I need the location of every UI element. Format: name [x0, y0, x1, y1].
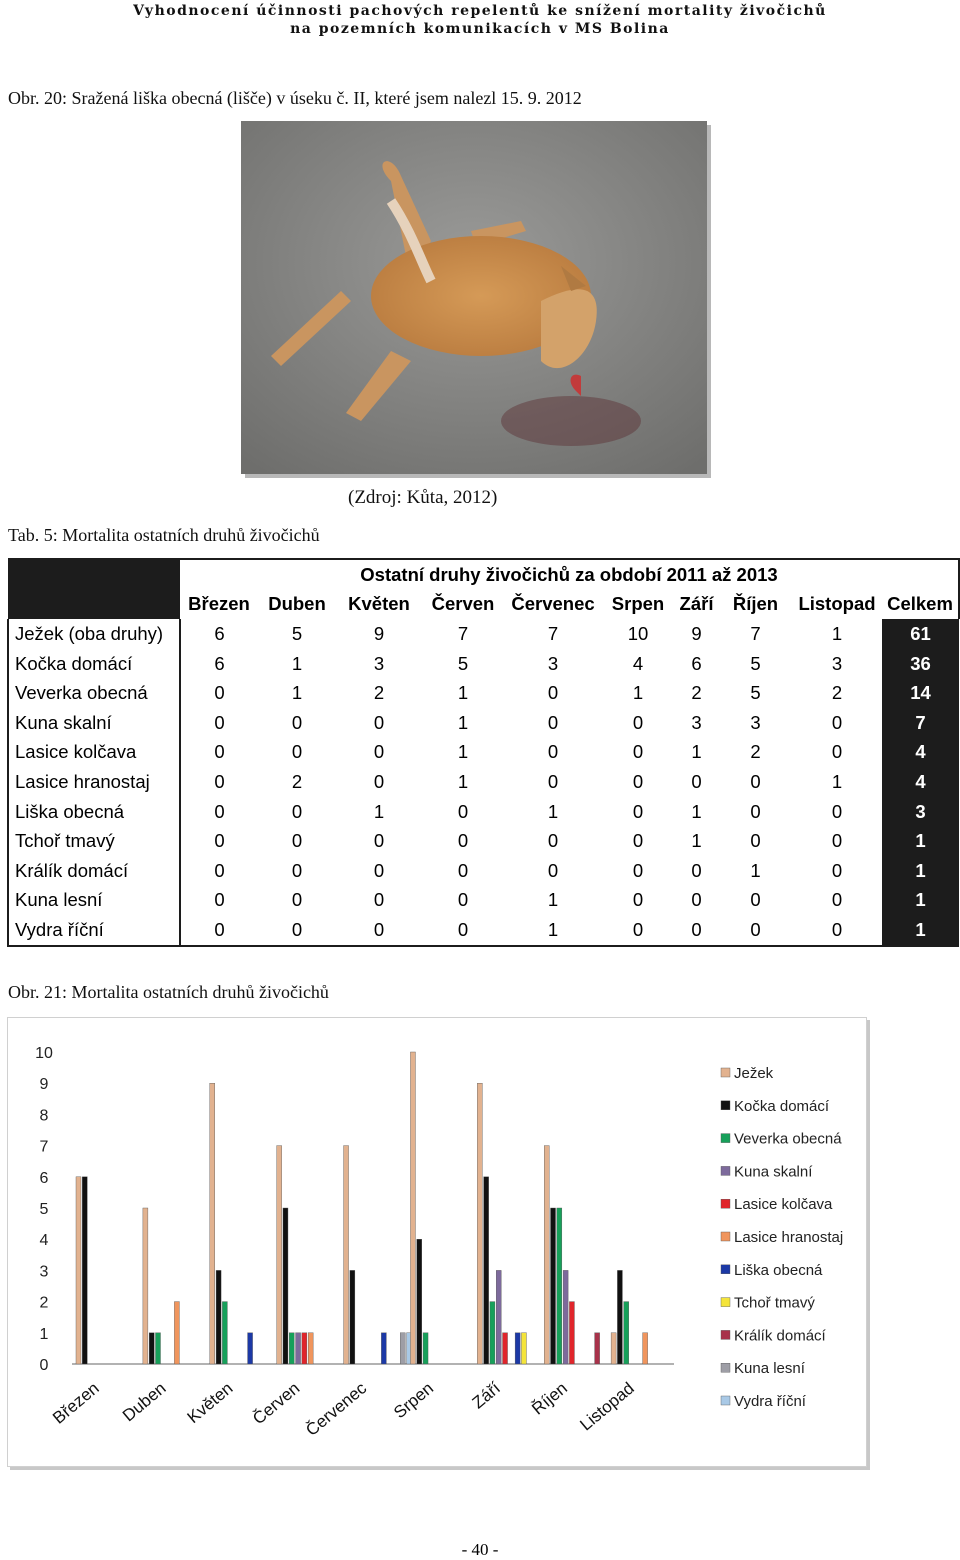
table-cell: 1 [632, 682, 644, 704]
legend-label: Ježek [734, 1065, 774, 1082]
table-corner [8, 559, 180, 590]
table-cell: 0 [214, 682, 225, 704]
table-cell: 0 [632, 711, 644, 733]
legend-swatch [721, 1134, 730, 1143]
table-cell: 0 [457, 800, 469, 822]
table-cell: 3 [373, 652, 385, 674]
legend-label: Kočka domácí [734, 1097, 830, 1115]
bar [381, 1333, 386, 1364]
bar [544, 1146, 549, 1364]
legend-swatch [721, 1396, 730, 1405]
x-tick-label: Září [468, 1378, 504, 1413]
fig21-caption: Obr. 21: Mortalita ostatních druhů živočichů [8, 982, 329, 1002]
bar [551, 1208, 556, 1364]
bar [149, 1333, 154, 1364]
legend-swatch [721, 1232, 730, 1241]
x-tick-label: Říjen [528, 1378, 571, 1419]
bar [496, 1270, 501, 1364]
x-tick-label: Červen [249, 1378, 304, 1429]
y-tick-label: 1 [39, 1325, 49, 1343]
bar [289, 1333, 294, 1364]
legend-label: Tchoř tmavý [734, 1294, 815, 1312]
table-cell: 1 [457, 711, 469, 733]
bar [595, 1333, 600, 1364]
bar [515, 1333, 520, 1364]
table-cell: 9 [373, 622, 385, 644]
y-tick-label: 0 [39, 1357, 49, 1374]
table-row [8, 678, 959, 708]
table-cell: 0 [547, 682, 559, 704]
table-cell: 0 [291, 741, 303, 763]
table-cell: 0 [214, 741, 225, 763]
y-tick-label: 2 [39, 1294, 49, 1312]
bar [210, 1083, 215, 1364]
table-cell: 3 [831, 652, 843, 674]
total-cell: 1 [882, 826, 959, 856]
table-cell: 0 [831, 889, 843, 911]
legend-swatch [721, 1068, 730, 1077]
table-cell: 3 [750, 711, 761, 733]
table-cell: 0 [291, 711, 303, 733]
table-cell: 3 [547, 652, 559, 674]
table-cell: 0 [258, 915, 336, 946]
table-cell: 2 [291, 770, 303, 792]
table-cell: 0 [547, 711, 559, 733]
row-label: Lasice kolčava [8, 738, 180, 768]
table-cell: 4 [632, 652, 644, 674]
legend-label: Lasice kolčava [734, 1196, 833, 1214]
table-cell: 1 [457, 741, 469, 763]
table-row [8, 649, 959, 679]
legend-swatch [721, 1330, 730, 1339]
bar [410, 1052, 415, 1364]
table-corner [8, 590, 180, 620]
column-header: Červen [431, 593, 495, 615]
total-cell: 7 [882, 708, 959, 738]
fox-photo [241, 121, 707, 474]
chart-canvas [8, 1018, 866, 1466]
table-cell: 0 [750, 800, 761, 822]
table-cell: 0 [547, 859, 559, 881]
table-cell: 7 [750, 622, 761, 644]
bar [155, 1333, 160, 1364]
column-header: Srpen [611, 593, 665, 615]
x-tick-label: Srpen [390, 1378, 438, 1423]
bar [277, 1146, 282, 1364]
x-tick-label: Květen [183, 1378, 237, 1428]
row-label: Liška obecná [8, 797, 180, 827]
table-cell: 1 [291, 682, 303, 704]
table-cell: 1 [457, 682, 469, 704]
column-header: Červenec [511, 593, 595, 615]
table-cell: 0 [180, 915, 258, 946]
y-tick-label: 5 [39, 1201, 49, 1218]
bar [643, 1333, 648, 1364]
table-cell: 2 [831, 682, 843, 704]
table-cell: 0 [291, 889, 303, 911]
legend-swatch [721, 1101, 730, 1110]
row-label: Kočka domácí [8, 649, 180, 679]
bar [423, 1333, 428, 1364]
table-row [8, 708, 959, 738]
total-cell: 61 [882, 619, 959, 649]
table-cell: 1 [750, 859, 761, 881]
table-cell: 0 [457, 830, 469, 852]
table-cell: 0 [691, 889, 702, 911]
table-cell: 0 [831, 711, 843, 733]
y-tick-label: 7 [39, 1138, 49, 1156]
fig20-caption: Obr. 20: Sražená liška obecná (lišče) v úseku č. II, které jsem nalezl 15. 9. 2012 [8, 88, 582, 108]
table-cell: 0 [719, 915, 792, 946]
bar [283, 1208, 288, 1364]
y-tick-label: 10 [35, 1045, 53, 1062]
table-cell: 7 [547, 622, 559, 644]
bar [82, 1177, 87, 1364]
table-cell: 0 [831, 741, 843, 763]
tab5-caption: Tab. 5: Mortalita ostatních druhů živočichů [8, 525, 320, 545]
row-label: Kuna skalní [8, 708, 180, 738]
table-cell: 0 [373, 741, 385, 763]
table-cell: 0 [632, 889, 644, 911]
column-header: Březen [188, 593, 250, 615]
legend-label: Liška obecná [734, 1261, 823, 1279]
table-cell: 0 [373, 889, 385, 911]
bar [417, 1239, 422, 1364]
table-cell: 0 [632, 830, 644, 852]
bar [296, 1333, 301, 1364]
y-tick-label: 3 [39, 1263, 49, 1281]
table-row [8, 619, 959, 649]
bar [174, 1302, 179, 1364]
table-cell: 0 [373, 859, 385, 881]
column-header: Duben [268, 593, 326, 615]
bar [617, 1270, 622, 1364]
table-row [8, 826, 959, 856]
table-cell: 1 [291, 652, 303, 674]
table-cell: 0 [373, 830, 385, 852]
column-header: Listopad [798, 593, 876, 615]
mortality-table [7, 558, 960, 947]
bar [216, 1270, 221, 1364]
table-cell: 1 [831, 622, 843, 644]
total-cell: 3 [882, 797, 959, 827]
table-row [8, 886, 959, 916]
fig20-source: (Zdroj: Kůta, 2012) [348, 487, 498, 508]
mortality-chart [7, 1017, 867, 1467]
table-cell: 0 [422, 915, 504, 946]
total-cell: 1 [882, 915, 959, 946]
y-tick-label: 9 [39, 1076, 49, 1094]
bar [350, 1270, 355, 1364]
table-cell: 5 [750, 682, 761, 704]
table-cell: 5 [457, 652, 469, 674]
bar [557, 1208, 562, 1364]
bar [563, 1270, 568, 1364]
table-cell: 0 [750, 830, 761, 852]
table-cell: 0 [831, 830, 843, 852]
bar [344, 1146, 349, 1364]
table-cell: 5 [291, 622, 303, 644]
table-cell: 0 [750, 770, 761, 792]
table-cell: 10 [627, 622, 649, 644]
table-cell: 0 [632, 741, 644, 763]
table-cell: 0 [691, 770, 702, 792]
y-tick-label: 6 [39, 1169, 49, 1187]
table-row [8, 915, 959, 946]
row-label: Tchoř tmavý [8, 826, 180, 856]
legend-swatch [721, 1166, 730, 1175]
table-cell: 0 [547, 741, 559, 763]
table-title: Ostatní druhy živočichů za období 2011 až 2013 [180, 559, 959, 590]
bar [484, 1177, 489, 1364]
table-cell: 9 [691, 622, 702, 644]
bar [143, 1208, 148, 1364]
row-label: Veverka obecná [8, 678, 180, 708]
bar [222, 1302, 227, 1364]
table-cell: 0 [632, 800, 644, 822]
table-cell: 2 [691, 682, 702, 704]
x-tick-label: Červenec [302, 1378, 371, 1440]
table-cell: 0 [214, 830, 225, 852]
bar [569, 1302, 574, 1364]
column-header: Září [679, 593, 714, 615]
column-header: Květen [348, 593, 410, 615]
total-cell: 4 [882, 767, 959, 797]
table-cell: 1 [547, 800, 559, 822]
total-cell: 14 [882, 678, 959, 708]
table-cell: 0 [336, 915, 422, 946]
table-cell: 0 [291, 800, 303, 822]
legend-label: Kuna skalní [734, 1163, 813, 1181]
bar [76, 1177, 81, 1364]
table-cell: 6 [214, 622, 225, 644]
total-cell: 4 [882, 738, 959, 768]
table-cell: 1 [457, 770, 469, 792]
legend-label: Králík domácí [734, 1327, 826, 1345]
table-cell: 0 [674, 915, 719, 946]
table-row [8, 738, 959, 768]
bar [611, 1333, 616, 1364]
table-cell: 1 [691, 830, 702, 852]
table-cell: 0 [547, 830, 559, 852]
legend-label: Lasice hranostaj [734, 1229, 844, 1246]
row-label: Lasice hranostaj [8, 767, 180, 797]
page-number: - 40 - [461, 1540, 499, 1559]
table-cell: 6 [214, 652, 225, 674]
table-cell: 0 [831, 800, 843, 822]
table-cell: 0 [214, 770, 225, 792]
table-cell: 0 [373, 711, 385, 733]
table-cell: 0 [214, 859, 225, 881]
table-cell: 5 [750, 652, 761, 674]
table-cell: 3 [691, 711, 702, 733]
x-tick-label: Listopad [576, 1378, 638, 1435]
running-header-line2: na pozemních komunikacích v MS Bolina [290, 21, 670, 37]
table-cell: 1 [373, 800, 385, 822]
bar [503, 1333, 508, 1364]
table-cell: 6 [691, 652, 702, 674]
table-row [8, 797, 959, 827]
row-label: Ježek (oba druhy) [8, 619, 180, 649]
legend-swatch [721, 1298, 730, 1307]
table-cell: 0 [457, 889, 469, 911]
table-row [8, 767, 959, 797]
table-cell: 1 [831, 770, 843, 792]
row-label: Vydra říční [8, 915, 180, 946]
table-cell: 0 [691, 859, 702, 881]
bar [477, 1083, 482, 1364]
y-tick-label: 8 [39, 1107, 49, 1125]
table-cell: 0 [291, 859, 303, 881]
bar [400, 1333, 405, 1364]
column-header: Celkem [882, 590, 959, 620]
table-cell: 1 [691, 800, 702, 822]
table-body [8, 619, 959, 946]
row-label: Králík domácí [8, 856, 180, 886]
legend-label: Vydra říční [734, 1393, 806, 1410]
table-cell: 0 [457, 859, 469, 881]
table-cell: 2 [373, 682, 385, 704]
table-cell: 0 [214, 889, 225, 911]
table-cell: 0 [831, 859, 843, 881]
table-cell: 1 [547, 889, 559, 911]
legend-label: Kuna lesní [734, 1360, 805, 1378]
y-tick-label: 4 [39, 1232, 49, 1250]
legend-label: Veverka obecná [734, 1130, 842, 1148]
total-cell: 1 [882, 856, 959, 886]
table-cell: 1 [504, 915, 602, 946]
x-tick-label: Duben [118, 1378, 170, 1426]
table-cell: 0 [373, 770, 385, 792]
table-cell: 0 [547, 770, 559, 792]
table-cell: 0 [602, 915, 674, 946]
fox-photo-drawing [241, 121, 707, 474]
bar [490, 1302, 495, 1364]
table-row [8, 856, 959, 886]
total-cell: 36 [882, 649, 959, 679]
bar [308, 1333, 313, 1364]
total-cell: 1 [882, 886, 959, 916]
bar [624, 1302, 629, 1364]
table-cell: 0 [750, 889, 761, 911]
bar [521, 1333, 526, 1364]
table-cell: 1 [691, 741, 702, 763]
table-cell: 0 [632, 859, 644, 881]
legend-swatch [721, 1265, 730, 1274]
table-cell: 0 [792, 915, 882, 946]
table-cell: 7 [457, 622, 469, 644]
legend-swatch [721, 1199, 730, 1208]
column-header: Říjen [732, 593, 779, 615]
bar [302, 1333, 307, 1364]
row-label: Kuna lesní [8, 886, 180, 916]
running-header-line1: Vyhodnocení účinnosti pachových repelentů ke snížení mortality živočichů [133, 3, 827, 19]
table-cell: 0 [632, 770, 644, 792]
table-cell: 0 [214, 711, 225, 733]
x-tick-label: Březen [49, 1378, 103, 1428]
bar [248, 1333, 253, 1364]
table-cell: 0 [291, 830, 303, 852]
table-cell: 2 [750, 741, 761, 763]
table-cell: 0 [214, 800, 225, 822]
legend-swatch [721, 1363, 730, 1372]
